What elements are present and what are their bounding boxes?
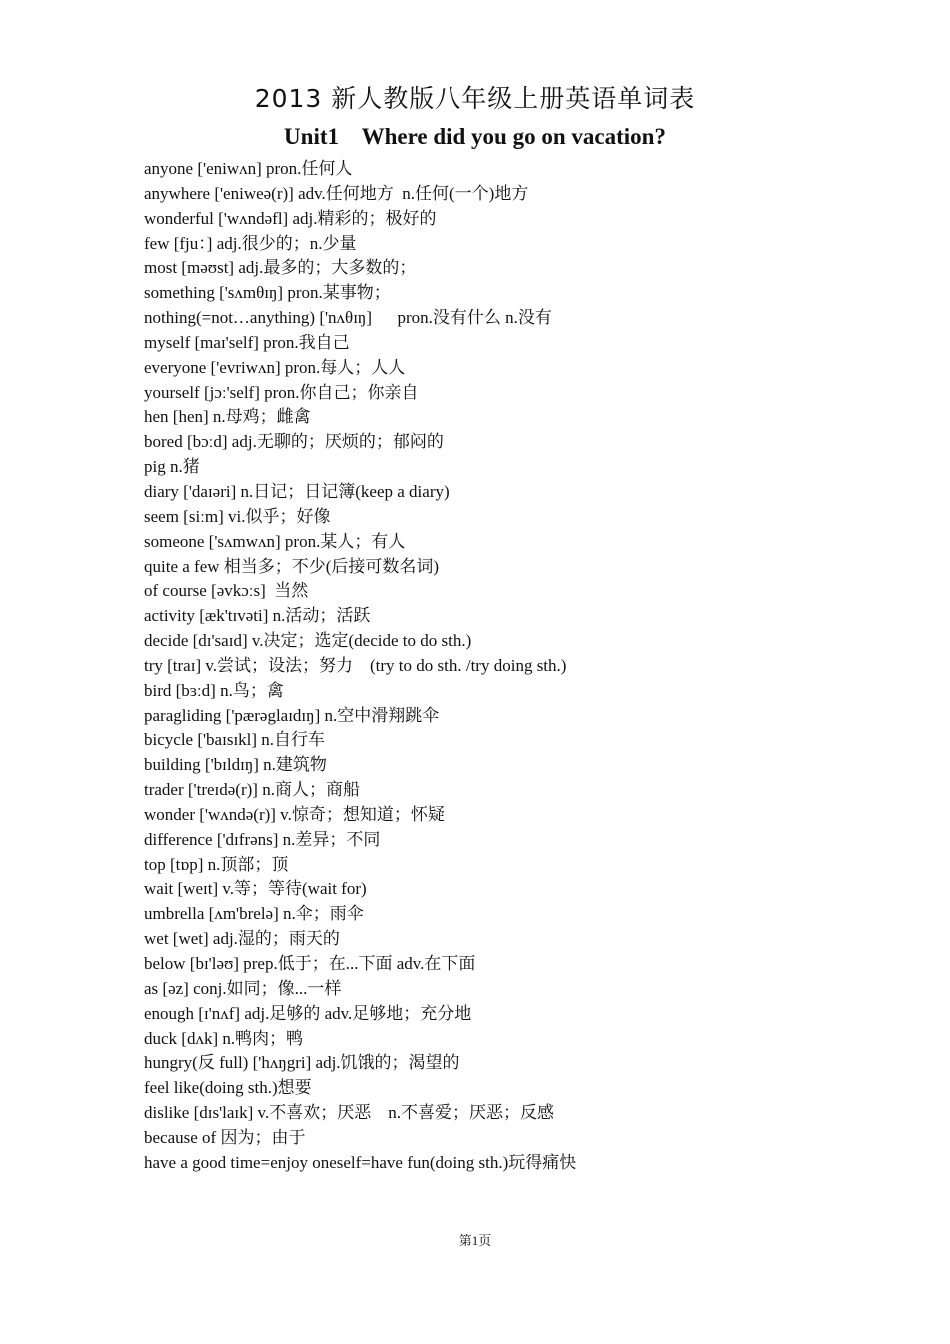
vocabulary-entry: diary ['daɪəri] n.日记；日记簿(keep a diary) <box>144 481 450 501</box>
vocabulary-entry: wonderful ['wʌndəfl] adj.精彩的；极好的 <box>144 208 437 228</box>
page-title: 2013 新人教版八年级上册英语单词表 <box>254 84 696 113</box>
vocabulary-entry: building ['bɪldɪŋ] n.建筑物 <box>144 755 327 775</box>
vocabulary-entry: few [fju：] adj.很少的；n.少量 <box>144 233 357 253</box>
vocabulary-entry: duck [dʌk] n.鸭肉；鸭 <box>144 1028 304 1048</box>
vocabulary-entry: because of 因为；由于 <box>144 1127 306 1147</box>
vocabulary-entry: bird [bɜːd] n.鸟；禽 <box>144 680 284 700</box>
vocabulary-entry: myself [maɪ'self] pron.我自己 <box>144 332 350 352</box>
vocabulary-entry: hen [hen] n.母鸡；雌禽 <box>144 407 311 427</box>
vocabulary-entry: dislike [dɪs'laɪk] v.不喜欢；厌恶 n.不喜爱；厌恶；反感 <box>144 1103 554 1123</box>
vocabulary-entry: have a good time=enjoy oneself=have fun(doing sth.)玩得痛快 <box>144 1152 577 1172</box>
vocabulary-entry: as [əz] conj.如同；像...一样 <box>144 978 342 998</box>
vocabulary-entry: most [məʊst] adj.最多的；大多数的； <box>144 258 417 278</box>
vocabulary-entry: difference ['dɪfrəns] n.差异；不同 <box>144 829 381 849</box>
vocabulary-entry: enough [ɪ'nʌf] adj.足够的 adv.足够地；充分地 <box>144 1003 472 1023</box>
vocabulary-entry: paragliding ['pærəglaɪdɪŋ] n.空中滑翔跳伞 <box>144 705 440 725</box>
vocabulary-entry: seem [siːm] vi.似乎；好像 <box>144 506 331 526</box>
vocabulary-entry: everyone ['evriwʌn] pron.每人；人人 <box>144 357 406 377</box>
unit-title: Unit1 Where did you go on vacation? <box>284 124 666 149</box>
vocabulary-entry: pig n.猪 <box>144 457 200 477</box>
vocabulary-entry: of course [əvkɔːs] 当然 <box>144 581 309 601</box>
vocabulary-entry: something ['sʌmθɪŋ] pron.某事物； <box>144 283 391 303</box>
vocabulary-entry: try [traɪ] v.尝试；设法；努力 (try to do sth. /try doing sth.) <box>144 655 567 675</box>
vocabulary-entry: bored [bɔːd] adj.无聊的；厌烦的；郁闷的 <box>144 432 444 452</box>
vocabulary-entry: wonder ['wʌndə(r)] v.惊奇；想知道；怀疑 <box>144 804 445 824</box>
vocabulary-entry: quite a few 相当多；不少(后接可数名词) <box>144 556 440 576</box>
vocabulary-entry: activity [æk'tɪvəti] n.活动；活跃 <box>144 606 371 626</box>
vocabulary-entry: nothing(=not…anything) ['nʌθɪŋ] pron.没有什么 n.没有 <box>144 308 552 328</box>
vocabulary-entry: anywhere ['eniweə(r)] adv.任何地方 n.任何(一个)地方 <box>144 183 529 203</box>
vocabulary-entry: decide [dɪ'saɪd] v.决定；选定(decide to do sth.) <box>144 631 472 651</box>
vocabulary-entry: below [bɪ'ləʊ] prep.低于；在...下面 adv.在下面 <box>144 954 476 973</box>
vocabulary-entry: feel like(doing sth.)想要 <box>144 1078 312 1098</box>
page-number: 第1页 <box>458 1233 492 1248</box>
vocabulary-entry: anyone ['eniwʌn] pron.任何人 <box>144 159 353 178</box>
vocabulary-entry: umbrella [ʌm'brelə] n.伞；雨伞 <box>144 904 364 924</box>
vocabulary-entry: hungry(反 full) ['hʌŋgri] adj.饥饿的；渴望的 <box>144 1053 460 1073</box>
vocabulary-entry: someone ['sʌmwʌn] pron.某人；有人 <box>144 531 406 551</box>
vocabulary-list <box>144 157 904 1176</box>
vocabulary-entry: trader ['treɪdə(r)] n.商人；商船 <box>144 780 360 800</box>
vocabulary-entry: wait [weɪt] v.等；等待(wait for) <box>144 879 367 899</box>
vocabulary-entry: yourself [jɔː'self] pron.你自己；你亲自 <box>144 382 419 402</box>
vocabulary-entry: top [tɒp] n.顶部；顶 <box>144 854 289 874</box>
vocabulary-entry: wet [wet] adj.湿的；雨天的 <box>144 929 340 949</box>
vocabulary-entry: bicycle ['baɪsɪkl] n.自行车 <box>144 730 326 750</box>
